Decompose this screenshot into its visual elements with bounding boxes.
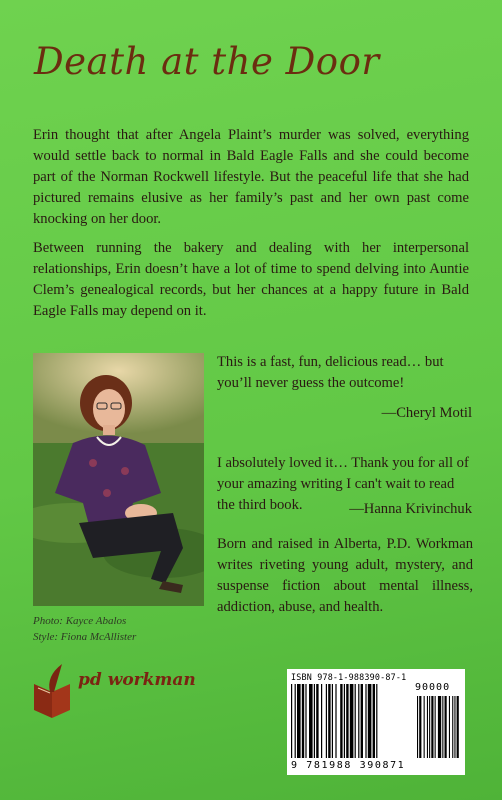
barcode-bar (335, 684, 336, 758)
barcode-addon-bar (435, 696, 436, 758)
barcode-addon-bar (417, 696, 418, 758)
barcode-bar (305, 684, 306, 758)
barcode-addon-bar (429, 696, 430, 758)
barcode-bar (361, 684, 363, 758)
book-quill-icon (32, 662, 72, 722)
book-title: Death at the Door (34, 40, 380, 83)
barcode-bar (358, 684, 359, 758)
author-bio: Born and raised in Alberta, P.D. Workman writes riveting young adult, mystery, and suspense fiction about mental illness, addiction, abuse, and health. (217, 536, 473, 615)
barcode-bar (328, 684, 330, 758)
barcode-addon-bar (445, 696, 447, 758)
barcode-bar (297, 684, 301, 758)
isbn-text: ISBN 978-1-988390-87-1 (291, 672, 407, 682)
barcode-bar (346, 684, 348, 758)
barcode-addon-bar (427, 696, 428, 758)
blurb-paragraph-2: Between running the bakery and dealing with her interpersonal relationships, Erin doesn’t have a lot of time to spend delving into Auntie Clem’s genealogical records, but her chances at a happy future in Bald Eagle Falls may depend on it. (33, 240, 469, 319)
barcode-bar (291, 684, 292, 758)
barcode-addon-bar (424, 696, 425, 758)
publisher-name: pd workman (78, 670, 196, 690)
testimonial-text: This is a fast, fun, delicious read… but you’ll never guess the outcome! (217, 354, 444, 391)
barcode-addon-bar (457, 696, 459, 758)
barcode-bar (340, 684, 342, 758)
barcode-addon-bar (431, 696, 433, 758)
barcode-bar (350, 684, 354, 758)
barcode-addon-bar (442, 696, 443, 758)
barcode-bar (295, 684, 296, 758)
barcode-addon-bar (419, 696, 421, 758)
barcode-addon-bar (454, 696, 455, 758)
barcode-addon-bar (449, 696, 450, 758)
barcode-bar (376, 684, 377, 758)
testimonial-author: —Cheryl Motil (381, 405, 472, 421)
barcode-bars (291, 684, 461, 760)
testimonial-author: —Hanna Krivinchuk (349, 501, 472, 517)
barcode-bar (321, 684, 322, 758)
photo-credit-stylist: Style: Fiona McAllister (33, 631, 137, 643)
barcode-bar (314, 684, 315, 758)
barcode-bar (355, 684, 356, 758)
barcode-bar (326, 684, 327, 758)
barcode-bar (302, 684, 304, 758)
barcode-bar (344, 684, 345, 758)
testimonial-text: I absolutely loved it… Thank you for all of your amazing writing I can't wait to read the third book. (217, 455, 469, 513)
barcode-bar (373, 684, 375, 758)
author-photo (33, 353, 204, 606)
barcode-bar (316, 684, 318, 758)
barcode-bar (368, 684, 372, 758)
barcode-addon-bar (452, 696, 453, 758)
isbn-barcode (287, 669, 465, 775)
barcode-addon-digits: 90000 (415, 682, 451, 693)
barcode-bar (309, 684, 313, 758)
blurb-paragraph-1: Erin thought that after Angela Plaint’s murder was solved, everything would settle back to normal in Bald Eagle Falls and she could become part of the Norman Rockwell lifestyle. But the peaceful life that she had pictured remains elusive as her family’s past and her own past come knocking on her door. (33, 127, 469, 227)
barcode-ean-digits: 9 781988 390871 (291, 760, 406, 771)
barcode-bar (332, 684, 333, 758)
photo-credits (33, 613, 136, 645)
barcode-addon-bar (438, 696, 441, 758)
photo-credit-photographer: Photo: Kayce Abalos (33, 615, 127, 627)
barcode-bar (365, 684, 366, 758)
